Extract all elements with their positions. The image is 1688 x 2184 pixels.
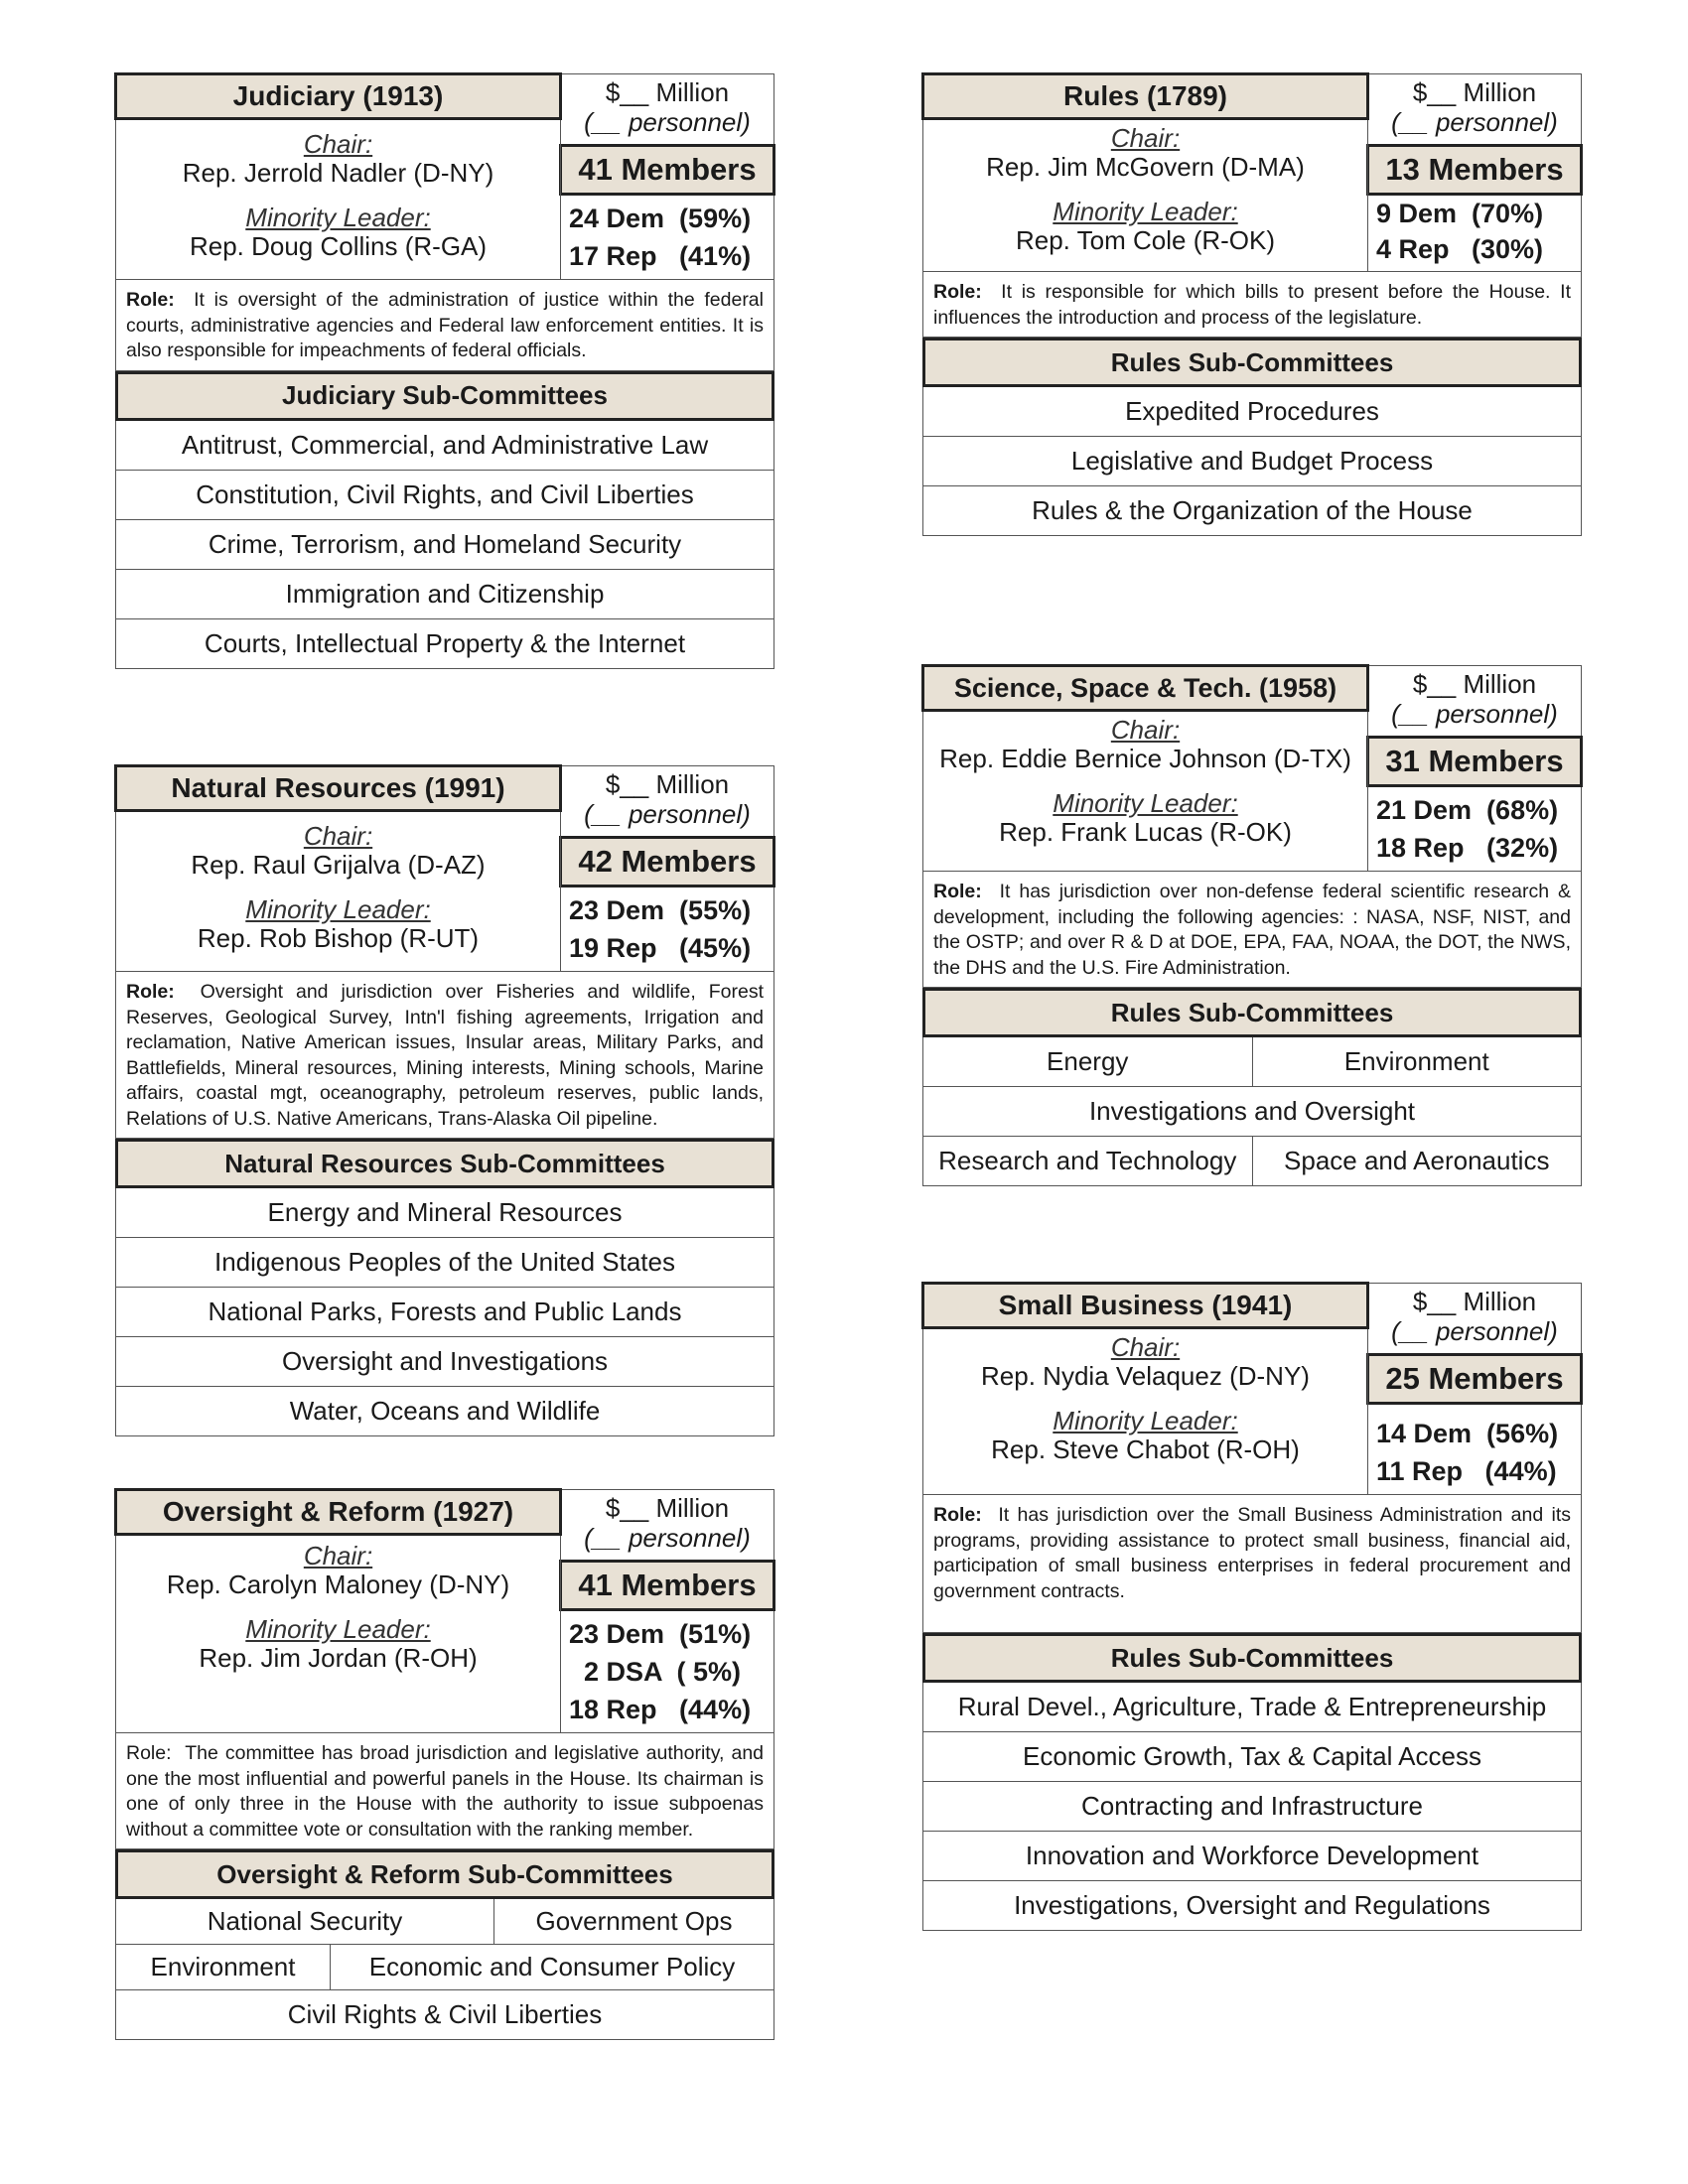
role-text: It is responsible for which bills to present before the House. It influences the introduction and process of the legislature. <box>933 281 1571 329</box>
party-row: 4 Rep (30%) <box>1376 234 1544 264</box>
natural-resources-card <box>115 765 774 1436</box>
subcommittee-row <box>115 1288 774 1337</box>
budget-box <box>561 1490 774 1560</box>
committee-info <box>116 74 561 279</box>
role-description <box>922 271 1582 338</box>
committee-header <box>922 1283 1582 1494</box>
committee-header <box>115 73 774 279</box>
oversight-reform-card <box>115 1489 774 2040</box>
committee-stats <box>1368 666 1581 871</box>
personnel-count: (__ personnel) <box>584 107 751 137</box>
subcommittee-name: Rural Devel., Agriculture, Trade & Entrepreneurship <box>957 1692 1547 1721</box>
chair-name: Rep. Eddie Bernice Johnson (D-TX) <box>939 744 1351 773</box>
role-text: It has jurisdiction over non-defense federal scientific research & development, including the following agencies: : NASA, NSF, NIST, and the OSTP; and over R & D at DOE, EPA, FAA, NOAA, the DOT, the NWS, the DHS and the U.S. Fire Administration. <box>933 881 1571 979</box>
subcommittee-row <box>115 1899 774 1945</box>
budget-amount: $__ Million <box>605 769 730 799</box>
chair-name: Rep. Carolyn Maloney (D-NY) <box>166 1570 510 1599</box>
party-row: 23 Dem (51%) <box>569 1619 752 1649</box>
minority-leader-label: Minority Leader: <box>1053 1406 1238 1435</box>
budget-amount: $__ Million <box>1412 669 1537 699</box>
party-breakdown <box>561 1611 774 1732</box>
role-label: Role: <box>933 1504 982 1526</box>
subcommittee-name: Government Ops <box>493 1899 774 1944</box>
subcommittee-name: Legislative and Budget Process <box>1070 446 1434 476</box>
subcommittee-row <box>922 1732 1582 1782</box>
members-count: 41 Members <box>559 144 775 196</box>
small-business-card <box>922 1283 1582 1931</box>
budget-box <box>1368 74 1581 144</box>
party-breakdown <box>561 196 774 279</box>
subcommittee-row <box>115 520 774 570</box>
committee-leadership <box>116 1536 560 1685</box>
committee-title: Science, Space & Tech. (1958) <box>921 664 1369 712</box>
subcommittee-row <box>115 1945 774 1990</box>
budget-amount: $__ Million <box>1412 1287 1537 1316</box>
committee-header <box>115 765 774 971</box>
subcommittee-row <box>115 471 774 520</box>
members-count: 31 Members <box>1366 736 1583 787</box>
subcommittee-row <box>115 1188 774 1238</box>
subcommittee-name: Courts, Intellectual Property & the Internet <box>204 627 686 658</box>
party-breakdown <box>1368 787 1581 871</box>
judiciary-card <box>115 73 774 669</box>
members-count: 42 Members <box>559 836 775 887</box>
committee-info <box>923 74 1368 271</box>
subcommittee-row <box>115 1387 774 1436</box>
chair-label: Chair: <box>303 1541 373 1570</box>
minority-leader-label: Minority Leader: <box>245 894 431 924</box>
party-row: 2 DSA ( 5%) <box>569 1657 742 1687</box>
members-count: 13 Members <box>1366 144 1583 196</box>
chair-name: Rep. Nydia Velaquez (D-NY) <box>981 1361 1310 1391</box>
subcommittee-row <box>922 486 1582 536</box>
party-row: 23 Dem (55%) <box>569 895 752 925</box>
subcommittees-heading: Rules Sub-Committees <box>922 988 1582 1037</box>
role-description <box>115 971 774 1139</box>
chair-label: Chair: <box>1110 715 1181 745</box>
committee-stats <box>1368 74 1581 271</box>
budget-box <box>1368 666 1581 736</box>
personnel-count: (__ personnel) <box>584 799 751 829</box>
subcommittee-name: Antitrust, Commercial, and Administrative Law <box>181 429 709 460</box>
personnel-count: (__ personnel) <box>1391 699 1558 729</box>
budget-amount: $__ Million <box>1412 77 1537 107</box>
committee-info <box>116 1490 561 1732</box>
subcommittee-name: Expedited Procedures <box>1125 396 1379 426</box>
chair-label: Chair: <box>303 129 373 159</box>
role-label: Role: <box>126 1742 172 1764</box>
role-text: It has jurisdiction over the Small Business Administration and its programs, providing assistance to protect small business, financial aid, participation of small business enterprises in federal procurement and government contracts. <box>933 1504 1571 1602</box>
committee-info <box>923 1284 1368 1494</box>
minority-leader-name: Rep. Jim Jordan (R-OH) <box>199 1643 478 1673</box>
minority-leader-name: Rep. Rob Bishop (R-UT) <box>197 923 480 953</box>
personnel-count: (__ personnel) <box>1391 1316 1558 1346</box>
subcommittee-name: Investigations, Oversight and Regulations <box>1014 1890 1490 1920</box>
members-count: 41 Members <box>559 1560 775 1611</box>
subcommittee-name: Environment <box>1252 1037 1582 1086</box>
party-row: 21 Dem (68%) <box>1376 795 1559 825</box>
role-description <box>115 279 774 371</box>
committee-info <box>116 766 561 971</box>
minority-leader-name: Rep. Steve Chabot (R-OH) <box>991 1434 1300 1464</box>
personnel-count: (__ personnel) <box>584 1523 751 1553</box>
subcommittee-name: Oversight and Investigations <box>281 1346 609 1376</box>
subcommittee-name: Indigenous Peoples of the United States <box>214 1247 675 1277</box>
subcommittee-name: Economic Growth, Tax & Capital Access <box>1023 1741 1481 1771</box>
committee-leadership <box>116 120 560 273</box>
role-description <box>922 1494 1582 1633</box>
role-label: Role: <box>126 981 175 1003</box>
party-row: 17 Rep (41%) <box>569 241 752 271</box>
subcommittee-row <box>922 1832 1582 1881</box>
party-row: 18 Rep (32%) <box>1376 833 1559 863</box>
subcommittee-name: National Parks, Forests and Public Lands <box>208 1297 682 1326</box>
committee-title: Rules (1789) <box>921 72 1369 120</box>
subcommittee-name: Economic and Consumer Policy <box>330 1945 774 1989</box>
budget-box <box>1368 1284 1581 1353</box>
party-row: 18 Rep (44%) <box>569 1695 752 1724</box>
subcommittee-name: Crime, Terrorism, and Homeland Security <box>208 528 682 559</box>
subcommittees-heading: Oversight & Reform Sub-Committees <box>115 1849 774 1899</box>
subcommittee-name: Space and Aeronautics <box>1252 1137 1582 1185</box>
committee-leadership <box>923 1333 1367 1476</box>
committee-header <box>922 665 1582 871</box>
minority-leader-name: Rep. Doug Collins (R-GA) <box>189 231 488 261</box>
members-count: 25 Members <box>1366 1353 1583 1405</box>
party-row: 24 Dem (59%) <box>569 204 752 233</box>
subcommittees-heading: Rules Sub-Committees <box>922 338 1582 387</box>
minority-leader-name: Rep. Frank Lucas (R-OK) <box>999 817 1292 847</box>
role-label: Role: <box>933 281 982 303</box>
committee-title: Natural Resources (1991) <box>114 764 562 812</box>
subcommittee-row <box>115 619 774 669</box>
committee-stats <box>1368 1284 1581 1494</box>
party-row: 14 Dem (56%) <box>1376 1419 1559 1448</box>
chair-label: Chair: <box>303 821 373 851</box>
subcommittee-name: Constitution, Civil Rights, and Civil Liberties <box>196 478 694 509</box>
role-label: Role: <box>933 881 982 902</box>
subcommittee-row <box>115 1337 774 1387</box>
subcommittees-heading: Natural Resources Sub-Committees <box>115 1139 774 1188</box>
party-row: 19 Rep (45%) <box>569 933 752 963</box>
subcommittee-row <box>922 1137 1582 1186</box>
committee-header <box>922 73 1582 271</box>
role-text: The committee has broad jurisdiction and legislative authority, and one the most influential and powerful panels in the House. Its chairman is one of only three in the House with the authority to issue subpoenas without a committee vote or consultation with the ranking member. <box>126 1742 765 1841</box>
personnel-count: (__ personnel) <box>1391 107 1558 137</box>
committee-leadership <box>923 716 1367 859</box>
committee-leadership <box>923 124 1367 267</box>
committee-leadership <box>116 812 560 965</box>
subcommittee-row <box>115 1238 774 1288</box>
role-text: Oversight and jurisdiction over Fisheries and wildlife, Forest Reserves, Geological Survey, Intn'l fishing agreements, Irrigation and reclamation, Native American issues, Insular areas, Military Parks, and Battlefields, Mineral resources, Mining interests, Mining schools, Marine affairs, coastal mgt, oceanography, petroleum reserves, public lands, Relations of U.S. Native Americans, Trans-Alaska Oil pipeline. <box>126 981 764 1130</box>
minority-leader-name: Rep. Tom Cole (R-OK) <box>1015 225 1276 255</box>
subcommittee-name: National Security <box>207 1906 403 1936</box>
minority-leader-label: Minority Leader: <box>1053 788 1238 818</box>
subcommittee-row <box>922 437 1582 486</box>
role-label: Role: <box>126 289 175 311</box>
subcommittees-heading: Judiciary Sub-Committees <box>115 371 774 421</box>
budget-box <box>561 74 774 144</box>
chair-name: Rep. Jerrold Nadler (D-NY) <box>182 158 494 188</box>
subcommittee-name: Energy and Mineral Resources <box>267 1197 623 1227</box>
subcommittees-heading: Rules Sub-Committees <box>922 1633 1582 1683</box>
subcommittee-name: Innovation and Workforce Development <box>1025 1841 1479 1870</box>
subcommittee-name: Water, Oceans and Wildlife <box>289 1396 601 1426</box>
minority-leader-label: Minority Leader: <box>245 1614 431 1644</box>
subcommittee-name: Rules & the Organization of the House <box>1032 495 1473 525</box>
role-description <box>922 871 1582 988</box>
chair-label: Chair: <box>1110 123 1181 153</box>
committee-stats <box>561 1490 774 1732</box>
subcommittee-row <box>922 1087 1582 1137</box>
chair-name: Rep. Jim McGovern (D-MA) <box>986 152 1305 182</box>
subcommittee-row <box>115 421 774 471</box>
subcommittee-name: Research and Technology <box>938 1146 1237 1175</box>
subcommittee-name: Energy <box>1047 1046 1129 1076</box>
chair-name: Rep. Raul Grijalva (D-AZ) <box>191 850 486 880</box>
role-description <box>115 1732 774 1849</box>
subcommittee-row <box>115 570 774 619</box>
party-breakdown <box>1368 1405 1581 1494</box>
committee-title: Judiciary (1913) <box>114 72 562 120</box>
subcommittee-row <box>922 387 1582 437</box>
committee-stats <box>561 74 774 279</box>
subcommittee-name: Investigations and Oversight <box>1088 1096 1416 1126</box>
party-breakdown <box>561 887 774 971</box>
committee-header <box>115 1489 774 1732</box>
committee-stats <box>561 766 774 971</box>
subcommittee-name: Environment <box>150 1952 296 1981</box>
committee-title: Small Business (1941) <box>921 1282 1369 1329</box>
subcommittee-name: Immigration and Citizenship <box>285 578 605 609</box>
budget-box <box>561 766 774 836</box>
budget-amount: $__ Million <box>605 1493 730 1523</box>
rules-card <box>922 73 1582 536</box>
role-text: It is oversight of the administration of justice within the federal courts, administrative agencies and Federal law enforcement entities. It is also responsible for impeachments of federal officials. <box>126 289 764 361</box>
science-space-tech-card <box>922 665 1582 1186</box>
chair-label: Chair: <box>1110 1332 1181 1362</box>
subcommittee-row <box>922 1782 1582 1832</box>
party-row: 11 Rep (44%) <box>1376 1456 1557 1486</box>
committee-info <box>923 666 1368 871</box>
subcommittee-row <box>115 1990 774 2040</box>
subcommittee-row <box>922 1881 1582 1931</box>
minority-leader-label: Minority Leader: <box>245 203 431 232</box>
subcommittee-name: Contracting and Infrastructure <box>1081 1791 1423 1821</box>
committee-title: Oversight & Reform (1927) <box>114 1488 562 1536</box>
party-breakdown <box>1368 196 1581 271</box>
minority-leader-label: Minority Leader: <box>1053 197 1238 226</box>
subcommittee-row <box>922 1683 1582 1732</box>
budget-amount: $__ Million <box>605 77 730 107</box>
party-row: 9 Dem (70%) <box>1376 199 1544 228</box>
subcommittee-name: Civil Rights & Civil Liberties <box>287 1999 603 2029</box>
subcommittee-row <box>922 1037 1582 1087</box>
